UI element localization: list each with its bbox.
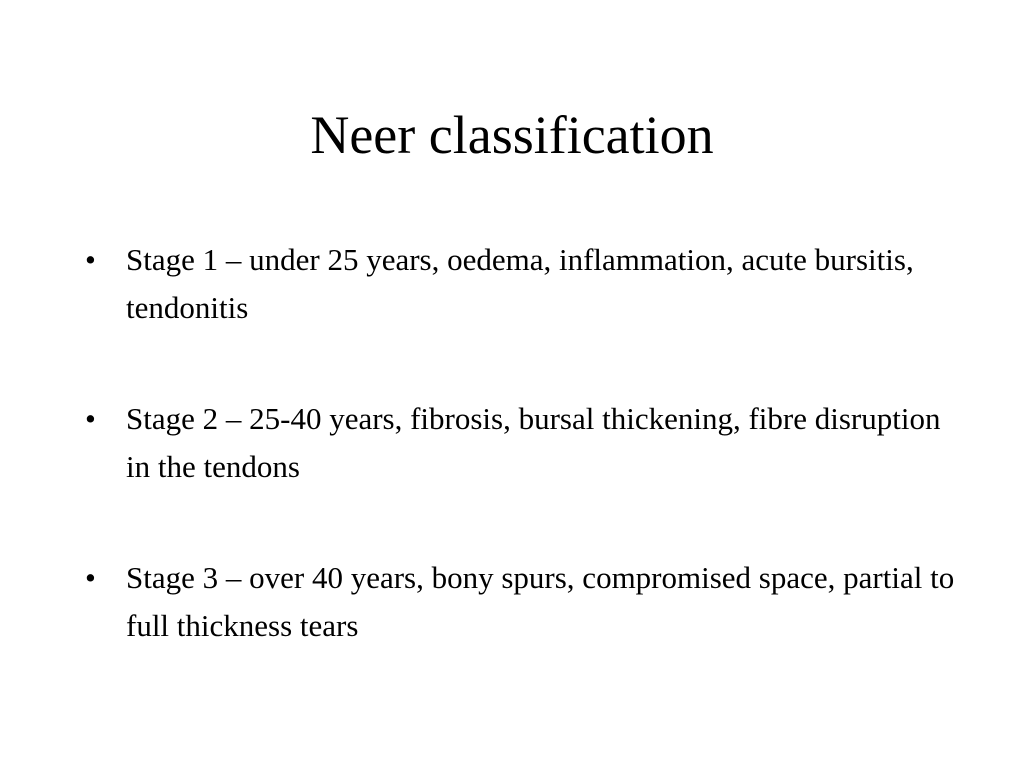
bullet-dot-icon: • xyxy=(85,401,96,436)
bullet-item-stage-2 xyxy=(82,395,962,491)
bullet-text: Stage 1 – under 25 years, oedema, inflammation, acute bursitis, tendonitis xyxy=(126,242,914,325)
bullet-dot-icon: • xyxy=(85,560,96,595)
bullet-text: Stage 2 – 25-40 years, fibrosis, bursal thickening, fibre disruption in the tendons xyxy=(126,401,941,484)
bullet-text: Stage 3 – over 40 years, bony spurs, compromised space, partial to full thickness tears xyxy=(126,560,955,643)
slide-title: Neer classification xyxy=(310,105,714,165)
bullet-item-stage-3 xyxy=(82,554,962,650)
bullet-list xyxy=(82,236,962,650)
bullet-dot-icon: • xyxy=(85,242,96,277)
bullet-item-stage-1 xyxy=(82,236,962,332)
